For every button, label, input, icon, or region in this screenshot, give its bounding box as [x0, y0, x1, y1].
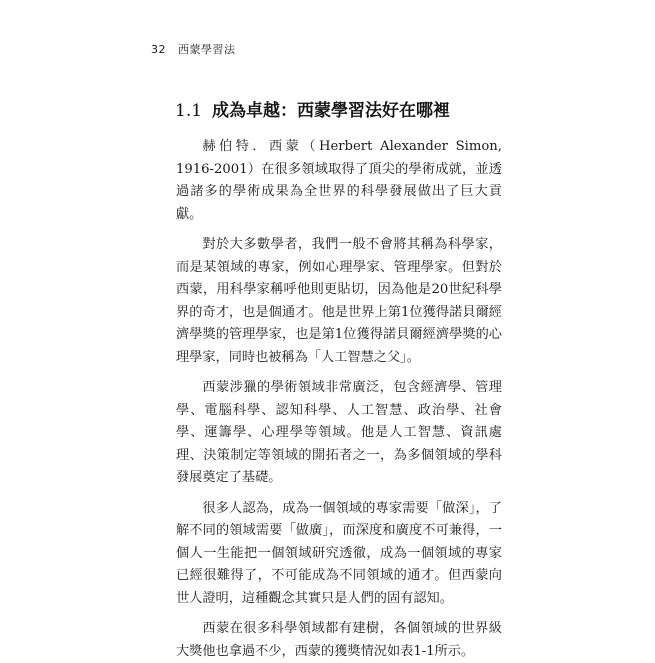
paragraph-3: 西蒙涉獵的學術領域非常廣泛，包含經濟學、管理學、電腦科學、認知科學、人工智慧、政治學、社會學、運籌學、心理學等領域。他是人工智慧、資訊處理、決策制定等領域的開拓者之一，為多個領域的學科發展奠定了基礎。	[176, 380, 502, 485]
body-text	[176, 136, 502, 663]
paragraph-5: 西蒙在很多科學領域都有建樹，各個領域的世界級大獎他也拿過不少，西蒙的獲獎情況如表1-1所示。	[176, 621, 502, 659]
paragraph-4: 很多人認為，成為一個領域的專家需要「做深」，了解不同的領域需要「做廣」，而深度和廣度不可兼得，一個人一生能把一個領域研究透徹，成為一個領域的專家已經很難得了，不可能成為不同領域的通才。但西蒙向世人證明，這種觀念其實只是人們的固有認知。	[176, 500, 502, 606]
paragraph-2: 對於大多數學者，我們一般不會將其稱為科學家，而是某領域的專家，例如心理學家、管理學家。但對於西蒙，用科學家稱呼他則更貼切，因為他是20世紀科學界的奇才，也是個通才。他是世界上第1位獲得諾貝爾經濟學獎的管理學家，也是第1位獲得諾貝爾經濟學獎的心理學家，同時也被稱為「人工智慧之父」。	[176, 237, 502, 365]
section-number: 1.1	[175, 101, 203, 121]
section-title: 成為卓越：西蒙學習法好在哪裡	[212, 101, 451, 121]
section-heading	[175, 96, 450, 121]
running-header	[151, 41, 236, 57]
page-number: 32	[151, 43, 166, 56]
paragraph-1: 赫伯特．西蒙（Herbert Alexander Simon, 1916-2001）在很多領域取得了頂尖的學術成就，並透過諸多的學術成果為全世界的科學發展做出了巨大貢獻。	[176, 139, 502, 222]
book-title: 西蒙學習法	[178, 43, 236, 56]
